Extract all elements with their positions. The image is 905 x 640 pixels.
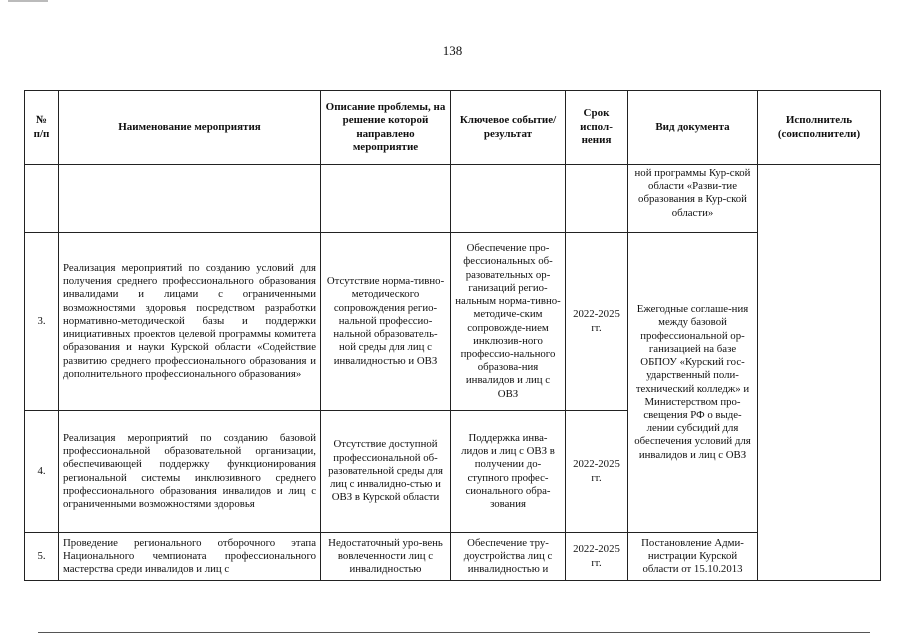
cell-problem [321,165,451,233]
header-doc: Вид документа [628,91,758,165]
table-row [25,165,881,233]
cell-no: 3. [25,233,59,411]
cell-name: Проведение регионального отборочного этапа Национального чемпионата профессионального мастерства среди инвалидов и лиц с [59,533,321,581]
cell-event [451,165,566,233]
header-name: Наименование мероприятия [59,91,321,165]
cell-problem: Отсутствие норма-тивно-методического сопровождения регио-нальной профессио-нальной образователь-ной среды для лиц с инвалидностью и ОВЗ [321,233,451,411]
cell-event: Поддержка инва-лидов и лиц с ОВЗ в получении до-ступного профес-сионального обра-зования [451,411,566,533]
cell-no [25,165,59,233]
cell-doc: ной программы Кур-ской области «Разви-тие образования в Кур-ской области» [628,165,758,233]
cell-term: 2022-2025 гг. [566,411,628,533]
cell-name: Реализация мероприятий по созданию условий для получения среднего профессионального образования инвалидами и лицами с ограниченными возможностями здоровья посредством разработки нормативно-методической базы и поддержки инициативных проектов целевой программы комитета образования и науки Курской области «Содействие развитию среднего профессионального образования и дополнительного профессионального образования» [59,233,321,411]
cell-problem: Отсутствие доступной профессиональной об-разовательной среды для лиц с инвалидно-стью и ОВЗ в Курской области [321,411,451,533]
cell-name: Реализация мероприятий по созданию базовой профессиональной образовательной организации, обеспечивающей поддержку функционирования региональной системы инклюзивного среднего профессионального образования инвалидов и лиц с ограниченными возможностями здоровья [59,411,321,533]
header-executor: Исполнитель (соисполнители) [758,91,881,165]
activities-table [24,90,881,581]
page-bottom-rule [38,632,870,633]
cell-event: Обеспечение про-фессиональных об-разовательных ор-ганизаций регио-нальным норма-тивно-методиче-ским сопровожде-нием инклюзив-ного профессио-нального образова-ния инвалидов и лиц с ОВЗ [451,233,566,411]
header-no: № п/п [25,91,59,165]
cell-problem: Недостаточный уро-вень вовлеченности лиц с инвалидностью [321,533,451,581]
header-term: Срок испол-нения [566,91,628,165]
cell-term [566,165,628,233]
table-header-row [25,91,881,165]
cell-doc: Постановление Адми-нистрации Курской области от 15.10.2013 [628,533,758,581]
cell-executor [758,165,881,581]
scan-artifact [8,0,48,2]
page-number: 138 [442,43,463,58]
cell-term: 2022-2025 гг. [566,233,628,411]
cell-name [59,165,321,233]
header-event: Ключевое событие/ результат [451,91,566,165]
table-row [25,233,881,411]
header-problem: Описание проблемы, на решение которой направлено мероприятие [321,91,451,165]
cell-term: 2022-2025 гг. [566,533,628,581]
cell-doc-merged: Ежегодные соглаше-ния между базовой профессиональной ор-ганизацией на базе ОБПОУ «Курский гос-ударственный поли-технический колледж» и Министерством про-свещения РФ о выде-лении субсидий для обеспечения условий для инвалидов и лиц с ОВЗ [628,233,758,533]
cell-no: 4. [25,411,59,533]
cell-event: Обеспечение тру-доустройства лиц с инвалидностью и [451,533,566,581]
cell-no: 5. [25,533,59,581]
table-row [25,533,881,581]
